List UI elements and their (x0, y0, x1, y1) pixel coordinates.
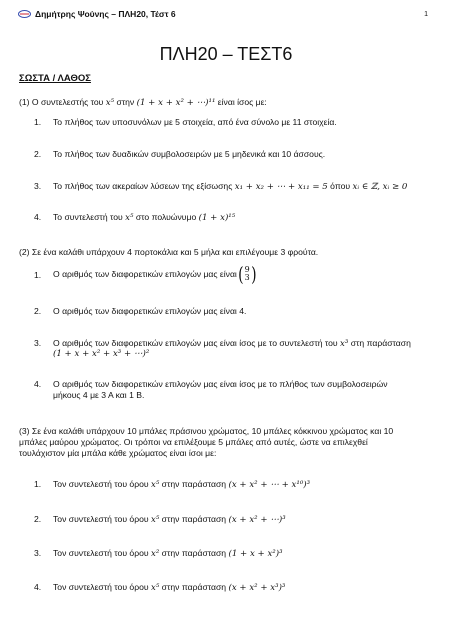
item-text: Ο αριθμός των διαφορετικών επιλογών μας είναι ίσος με το συντελεστή του (53, 338, 341, 348)
page-title: ΠΛΗ20 – ΤΕΣΤ6 (159, 44, 293, 64)
q1-item-number: 4. (34, 212, 42, 222)
q3-item-number: 4. (34, 582, 42, 592)
item-text: Τον συντελεστή του όρου (53, 548, 151, 558)
q1-prompt (19, 97, 267, 109)
q1-item-3 (53, 181, 407, 193)
q3-item-3 (53, 548, 283, 560)
q1-item-number: 2. (34, 149, 42, 159)
q2-item-1 (53, 264, 258, 284)
q2-item-number: 2. (34, 306, 42, 316)
item-text: όπου (327, 181, 353, 191)
polynomial: (1 + x)¹⁵ (198, 213, 236, 223)
item-text: στην παράσταση (159, 514, 229, 524)
item-text: Το πλήθος των ακεραίων λύσεων της εξίσωσης (53, 181, 235, 191)
q2-item-3-expression: (1 + x + x² + x³ + ⋯)² (53, 349, 150, 359)
q1-prompt-text-a: (1) Ο συντελεστής του (19, 97, 106, 107)
binom-bottom: 3 (244, 273, 250, 282)
q1-term: x⁵ (105, 98, 115, 108)
expression: (x + x² + ⋯)³ (228, 515, 286, 525)
q1-prompt-text-c: είναι ίσος με: (215, 97, 267, 107)
q2-item-4: Ο αριθμός των διαφορετικών επιλογών μας είναι ίσος με το πλήθος των συμβολοσειρών (53, 379, 388, 389)
term: x² (150, 549, 160, 559)
section-heading: ΣΩΣΤΑ / ΛΑΘΟΣ (19, 73, 91, 84)
q1-item-4 (53, 212, 235, 224)
q2-item-2: Ο αριθμός των διαφορετικών επιλογών μας είναι 4. (53, 306, 247, 316)
expression: (x + x² + x³)³ (228, 583, 286, 593)
equation: x₁ + x₂ + ⋯ + x₁₁ = 5 (234, 182, 328, 192)
page-header (18, 9, 176, 19)
q2-item-number: 3. (34, 338, 42, 348)
term: x⁵ (150, 583, 160, 593)
q3-prompt-line-3: τουλάχιστον μία μπάλα κάθε χρώματος είναι ίσοι με: (19, 448, 217, 458)
item-text: στην παράσταση (159, 548, 229, 558)
logo-icon (18, 10, 31, 18)
item-text: στην παράσταση (159, 479, 229, 489)
item-text: Τον συντελεστή του όρου (53, 479, 151, 489)
q3-item-4 (53, 582, 285, 594)
binom-top: 9 (244, 265, 250, 274)
item-text: Ο αριθμός των διαφορετικών επιλογών μας είναι (53, 268, 237, 279)
q3-item-number: 3. (34, 548, 42, 558)
q1-item-number: 3. (34, 181, 42, 191)
header-text: Δημήτρης Ψούνης – ΠΛΗ20, Τέστ 6 (35, 9, 176, 19)
term: x³ (340, 339, 349, 349)
item-text: στη παράσταση (348, 338, 411, 348)
q2-item-4-line2: μήκους 4 με 3 Α και 1 Β. (53, 390, 145, 400)
q2-item-number: 4. (34, 379, 42, 389)
item-text: Το συντελεστή του (53, 212, 126, 222)
q3-prompt-line-1: (3) Σε ένα καλάθι υπάρχουν 10 μπάλες πράσινου χρώματος, 10 μπάλες κόκκινου χρώματος και 10 (19, 426, 394, 436)
item-text: στο πολυώνυμο (133, 212, 199, 222)
q1-series: (1 + x + x² + ⋯)¹¹ (136, 98, 216, 108)
expression: (1 + x + x²)³ (228, 549, 283, 559)
q3-item-2 (53, 514, 286, 526)
item-text: στην παράσταση (159, 582, 229, 592)
constraint: xᵢ ∈ ℤ, xᵢ ≥ 0 (352, 182, 408, 192)
q1-item-1: Το πλήθος των υποσυνόλων με 5 στοιχεία, από ένα σύνολο με 11 στοιχεία. (53, 117, 337, 127)
page-number: 1 (424, 11, 428, 18)
term: x⁵ (150, 515, 160, 525)
q1-prompt-text-b: στην (114, 97, 137, 107)
q2-item-number: 1. (34, 270, 42, 280)
q2-prompt: (2) Σε ένα καλάθι υπάρχουν 4 πορτοκάλια και 5 μήλα και επιλέγουμε 3 φρούτα. (19, 247, 319, 257)
q3-item-number: 2. (34, 514, 42, 524)
q3-item-1 (53, 479, 310, 491)
q3-prompt-line-2: μπάλες μαύρου χρώματος. Οι τρόποι να επιλέξουμε 5 μπάλες από αυτές, ώστε να επιλεχθεί (19, 437, 368, 447)
binomial-coefficient: ( 9 3 ) (238, 262, 257, 286)
term: x⁵ (150, 480, 160, 490)
item-text: Τον συντελεστή του όρου (53, 514, 151, 524)
expression: (x + x² + ⋯ + x¹⁰)³ (228, 480, 311, 490)
item-text: Τον συντελεστή του όρου (53, 582, 151, 592)
term: x⁵ (125, 213, 134, 223)
q3-item-number: 1. (34, 479, 42, 489)
q1-item-number: 1. (34, 117, 42, 127)
q1-item-2: Το πλήθος των δυαδικών συμβολοσειρών με 5 μηδενικά και 10 άσσους. (53, 149, 326, 159)
